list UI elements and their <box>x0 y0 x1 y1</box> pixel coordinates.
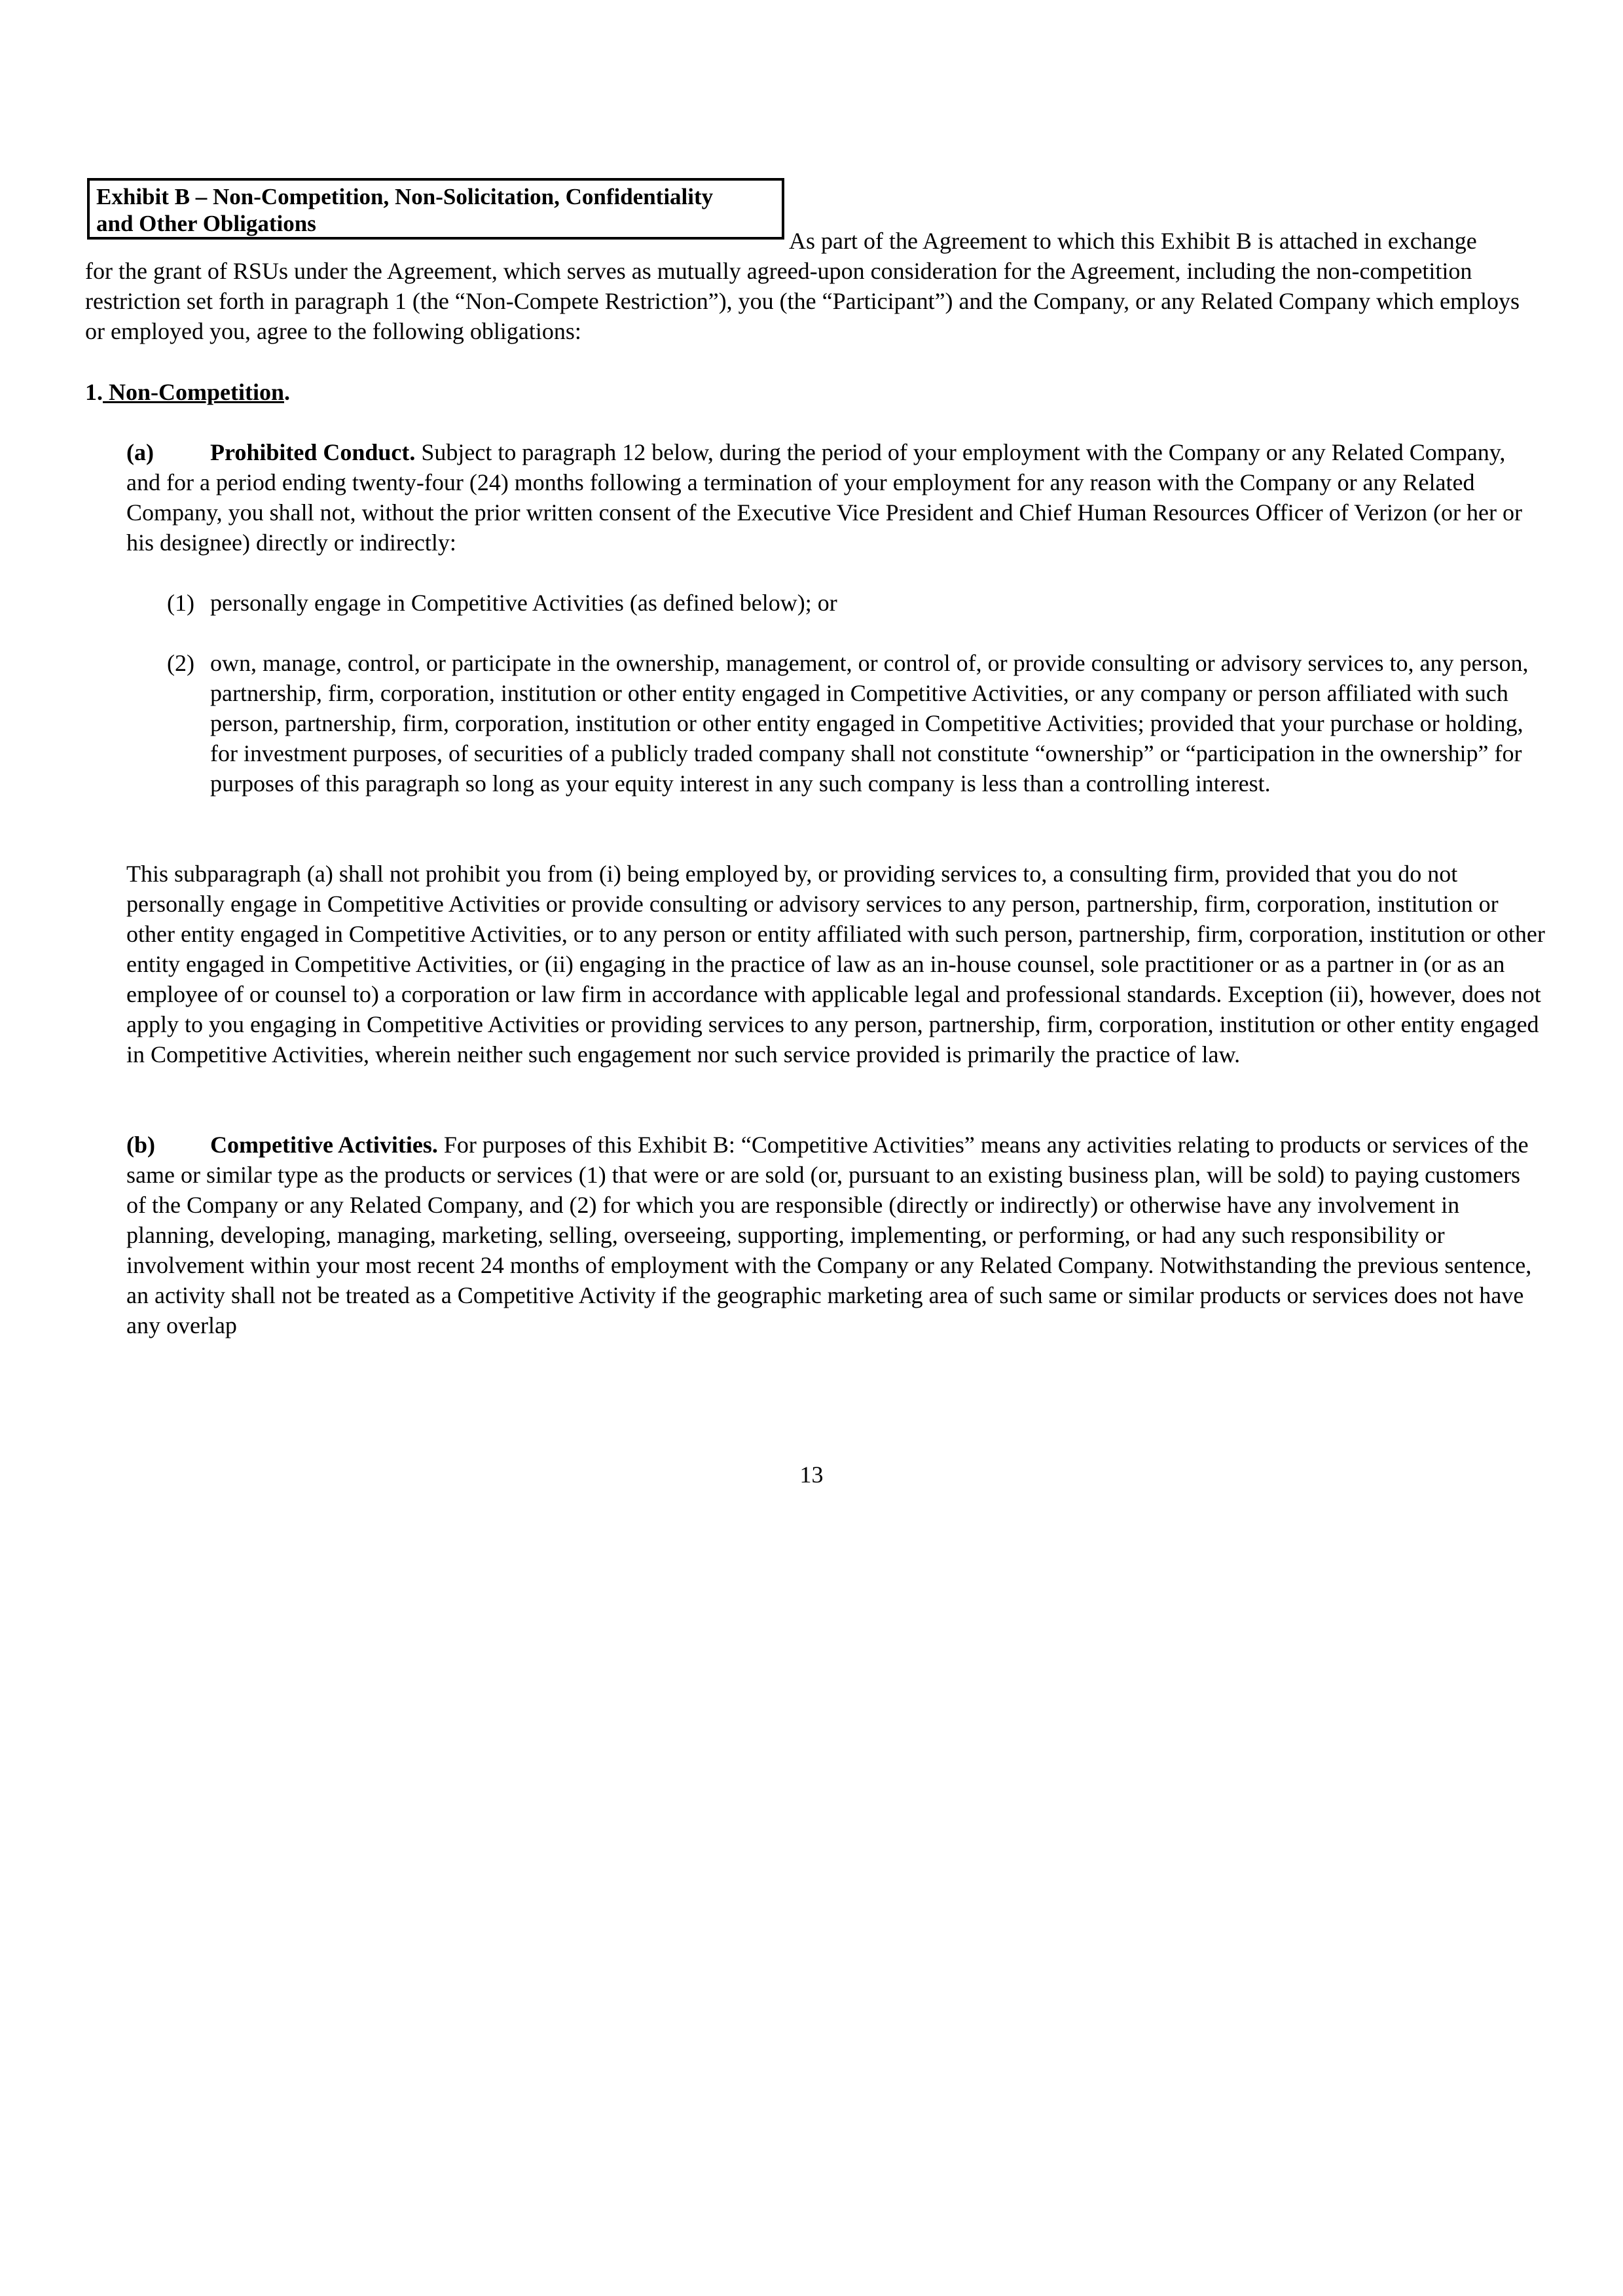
paragraph-b-label: (b) <box>126 1132 155 1158</box>
section-1-title: Non-Competition <box>109 379 284 405</box>
section-1-heading <box>85 377 290 407</box>
section-1-number: 1. <box>85 379 103 405</box>
paragraph-a <box>126 437 1545 558</box>
paragraph-b <box>126 1130 1545 1340</box>
exhibit-title-line-2: and Other Obligations <box>96 211 316 236</box>
paragraph-b-lead: Competitive Activities. <box>210 1132 438 1158</box>
exhibit-title-line-1: Exhibit B – Non-Competition, Non-Solicitation, Confidentiality <box>96 184 714 209</box>
list-item <box>167 648 1545 798</box>
intro-first-line: As part of the Agreement to which this Exhibit B is attached in exchange <box>789 228 1477 254</box>
paragraph-a-lead: Prohibited Conduct. <box>210 439 416 465</box>
paragraph-b-text: For purposes of this Exhibit B: “Competitive Activities” means any activities relating to products or services of the same or similar type as the products or services (1) that were or are sold (or, pursuant to an existing business plan, will be sold) to paying customers of the Company or any Related Company, and (2) for which you are responsible (directly or indirectly) or otherwise have any involvement in planning, developing, managing, marketing, selling, overseeing, supporting, implementing, or performing, or had any such responsibility or involvement within your most recent 24 months of employment with the Company or any Related Company. Notwithstanding the previous sentence, an activity shall not be treated as a Competitive Activity if the geographic marketing area of such same or similar products or services does not have any overlap <box>126 1132 1532 1338</box>
section-1-period: . <box>284 379 290 405</box>
paragraph-a-text: Subject to paragraph 12 below, during the period of your employment with the Company or any Related Company, and for a period ending twenty-four (24) months following a termination of your employment for any reason with the Company or any Related Company, you shall not, without the prior written consent of the Executive Vice President and Chief Human Resources Officer of Verizon (or her or his designee) directly or indirectly: <box>126 439 1522 556</box>
subparagraph-note: This subparagraph (a) shall not prohibit you from (i) being employed by, or providing services to, a consulting firm, provided that you do not personally engage in Competitive Activities or provide consulting or advisory services to any person, partnership, firm, corporation, institution or other entity engaged in Competitive Activities, or to any person or entity affiliated with such person, partnership, firm, corporation, institution or other entity engaged in Competitive Activities, or (ii) engaging in the practice of law as an in-house counsel, sole practitioner or as a partner in (or as an employee of or counsel to) a corporation or law firm in accordance with applicable legal and professional standards. Exception (ii), however, does not apply to you engaging in Competitive Activities or providing services to any person, partnership, firm, corporation, institution or other entity engaged in Competitive Activities, wherein neither such engagement nor such service provided is primarily the practice of law. <box>126 861 1545 1067</box>
paragraph-a-label: (a) <box>126 439 154 465</box>
page-number: 13 <box>799 1462 824 1488</box>
list-item-number: (1) <box>167 590 194 616</box>
list-item-text: own, manage, control, or participate in the ownership, management, or control of, or provide consulting or advisory services to, any person, partnership, firm, corporation, institution or other entity engaged in Competitive Activities, or any company or person affiliated with such person, partnership, firm, corporation, institution or other entity engaged in Competitive Activities; provided that your purchase or holding, for investment purposes, of securities of a publicly traded company shall not constitute “ownership” or “participation in the ownership” for purposes of this paragraph so long as your equity interest in any such company is less than a controlling interest. <box>210 650 1529 797</box>
intro-paragraph: for the grant of RSUs under the Agreement, which serves as mutually agreed-upon consideration for the Agreement, including the non-competition restriction set forth in paragraph 1 (the “Non-Compete Restriction”), you (the “Participant”) and the Company, or any Related Company which employs or employed you, agree to the following obligations: <box>85 258 1520 344</box>
list-item-number: (2) <box>167 650 194 676</box>
exhibit-title-box <box>87 178 784 240</box>
list-item-text: personally engage in Competitive Activities (as defined below); or <box>210 590 837 616</box>
list-item <box>167 588 1545 618</box>
